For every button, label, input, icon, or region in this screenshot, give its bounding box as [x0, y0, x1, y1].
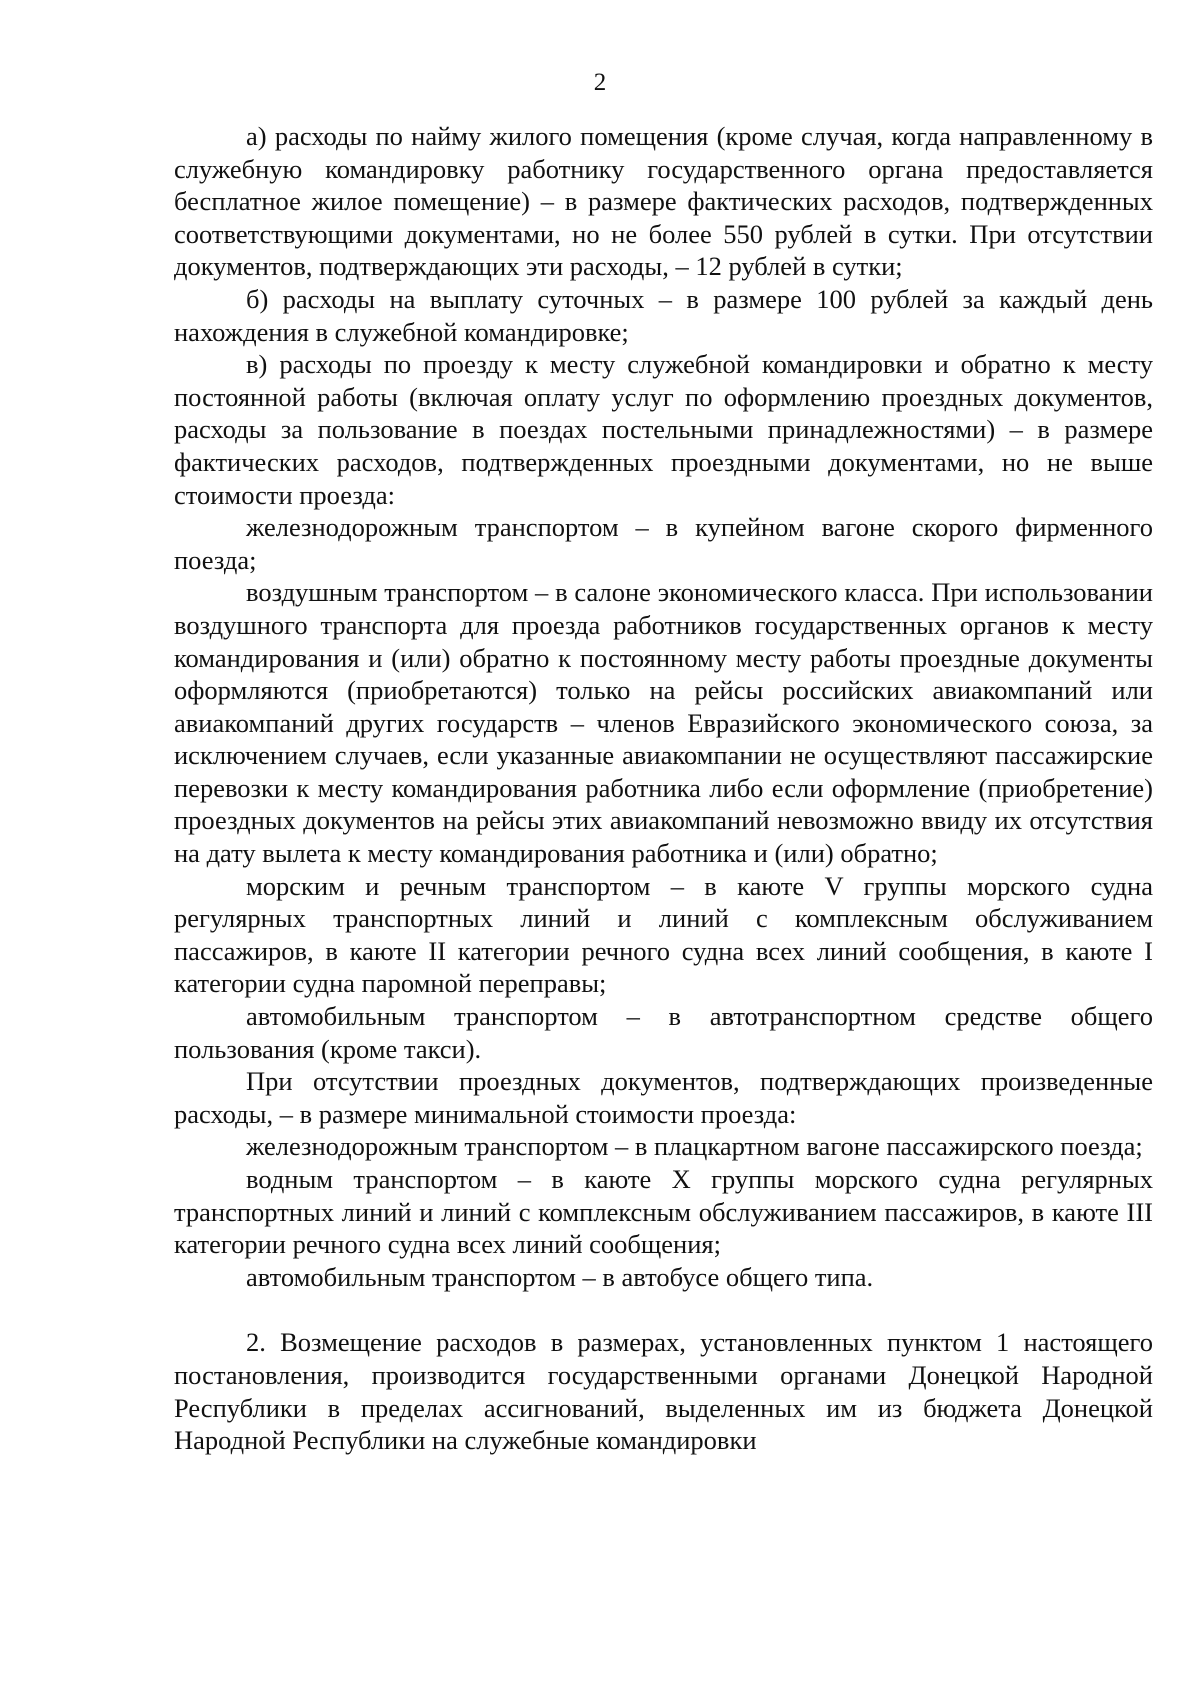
paragraph-b-per-diem: б) расходы на выплату суточных – в размере 100 рублей за каждый день нахождения в служебной командировке;: [174, 283, 1153, 347]
paragraph-air: воздушным транспортом – в салоне экономического класса. При использовании воздушного транспорта для проезда работников государственных органов к месту командирования и (или) обратно к постоянному месту работы проездные документы оформляются (приобретаются) только на рейсы российских авиакомпаний или авиакомпаний других государств – членов Евразийского экономического союза, за исключением случаев, если указанные авиакомпании не осуществляют пассажирские перевозки к месту командирования работника либо если оформление (приобретение) проездных документов на рейсы этих авиакомпаний невозможно ввиду их отсутствия на дату вылета к месту командирования работника и (или) обратно;: [174, 577, 1153, 869]
paragraph-rail-min: железнодорожным транспортом – в плацкартном вагоне пассажирского поезда;: [246, 1131, 1143, 1162]
paragraph-water-min: водным транспортом – в каюте X группы морского судна регулярных транспортных линий и линий с комплексным обслуживанием пассажиров, в каюте III категории речного судна всех линий сообщения;: [174, 1164, 1153, 1260]
paragraph-v-travel: в) расходы по проезду к месту служебной командировки и обратно к месту постоянной работы (включая оплату услуг по оформлению проездных документов, расходы за пользование в поездах постельными принадлежностями) – в размере фактических расходов, подтвержденных проездными документами, но не выше стоимости проезда:: [174, 349, 1153, 510]
page-number: 2: [593, 69, 607, 96]
paragraph-sea-river: морским и речным транспортом – в каюте V группы морского судна регулярных транспортных линий и линий с комплексным обслуживанием пассажиров, в каюте II категории речного судна всех линий сообщения, в каюте I категории судна паромной переправы;: [174, 870, 1153, 999]
paragraph-rail: железнодорожным транспортом – в купейном вагоне скорого фирменного поезда;: [174, 512, 1153, 575]
paragraph-item-2: 2. Возмещение расходов в размерах, установленных пунктом 1 настоящего постановления, производится государственными органами Донецкой Народной Республики в пределах ассигнований, выделенных им из бюджета Донецкой Народной Республики на служебные командировки: [174, 1327, 1153, 1456]
paragraph-a-lodging: а) расходы по найму жилого помещения (кроме случая, когда направленному в служебную командировку работнику государственного органа предоставляется бесплатное жилое помещение) – в размере фактических расходов, подтвержденных соответствующими документами, но не более 550 рублей в сутки. При отсутствии документов, подтверждающих эти расходы, – 12 рублей в сутки;: [174, 121, 1153, 282]
paragraph-road-min: автомобильным транспортом – в автобусе общего типа.: [246, 1261, 874, 1292]
paragraph-road: автомобильным транспортом – в автотранспортном средстве общего пользования (кроме такси).: [174, 1001, 1153, 1064]
paragraph-no-documents: При отсутствии проездных документов, подтверждающих произведенные расходы, – в размере минимальной стоимости проезда:: [174, 1066, 1153, 1129]
document-body: [174, 120, 1153, 1457]
